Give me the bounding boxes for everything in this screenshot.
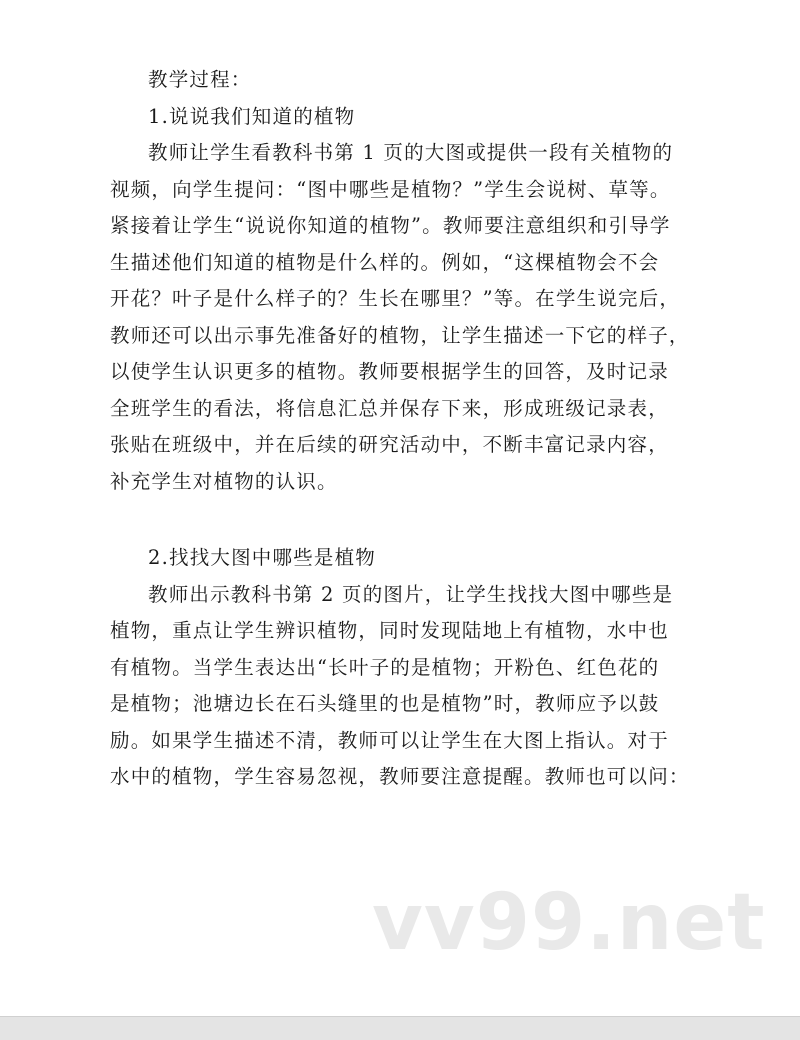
paragraph-line: 励。如果学生描述不清，教师可以让学生在大图上指认。对于 — [110, 728, 669, 752]
paragraph-gap — [110, 500, 700, 540]
paragraph-line: 有植物。当学生表达出“长叶子的是植物；开粉色、红色花的 — [110, 655, 660, 679]
paragraph-line: 教师出示教科书第 2 页的图片，让学生找找大图中哪些是 — [148, 582, 674, 606]
document-body — [110, 62, 700, 796]
paragraph-line: 以使学生认识更多的植物。教师要根据学生的回答，及时记录 — [110, 360, 669, 383]
part2-heading: 2.找找大图中哪些是植物 — [148, 546, 377, 569]
paragraph-line: 全班学生的看法，将信息汇总并保存下来，形成班级记录表， — [110, 396, 669, 420]
page-bottom-edge — [0, 1016, 800, 1040]
paragraph-line: 开花？叶子是什么样子的？生长在哪里？”等。在学生说完后， — [110, 287, 681, 310]
paragraph-line: 紧接着让学生“说说你知道的植物”。教师要注意组织和引导学 — [110, 214, 671, 237]
paragraph-line: 教师让学生看教科书第 1 页的大图或提供一段有关植物的 — [148, 141, 674, 164]
paragraph-line: 生描述他们知道的植物是什么样的。例如，“这棵植物会不会 — [110, 250, 660, 274]
paragraph-line: 是植物；池塘边长在石头缝里的也是植物”时，教师应予以鼓 — [110, 692, 660, 715]
paragraph-line: 水中的植物，学生容易忽视，教师要注意提醒。教师也可以问： — [110, 765, 690, 788]
part1-heading: 1.说说我们知道的植物 — [148, 104, 356, 128]
paragraph-line: 教师还可以出示事先准备好的植物，让学生描述一下它的样子， — [110, 323, 690, 347]
paragraph-line: 植物，重点让学生辨识植物，同时发现陆地上有植物，水中也 — [110, 619, 669, 642]
paragraph-line: 补充学生对植物的认识。 — [110, 469, 338, 493]
section-title: 教学过程： — [148, 68, 252, 91]
watermark-text: vv99.net — [372, 878, 766, 968]
paragraph-line: 视频，向学生提问：“图中哪些是植物？”学生会说树、草等。 — [110, 177, 671, 201]
paragraph-line: 张贴在班级中，并在后续的研究活动中，不断丰富记录内容， — [110, 433, 669, 456]
